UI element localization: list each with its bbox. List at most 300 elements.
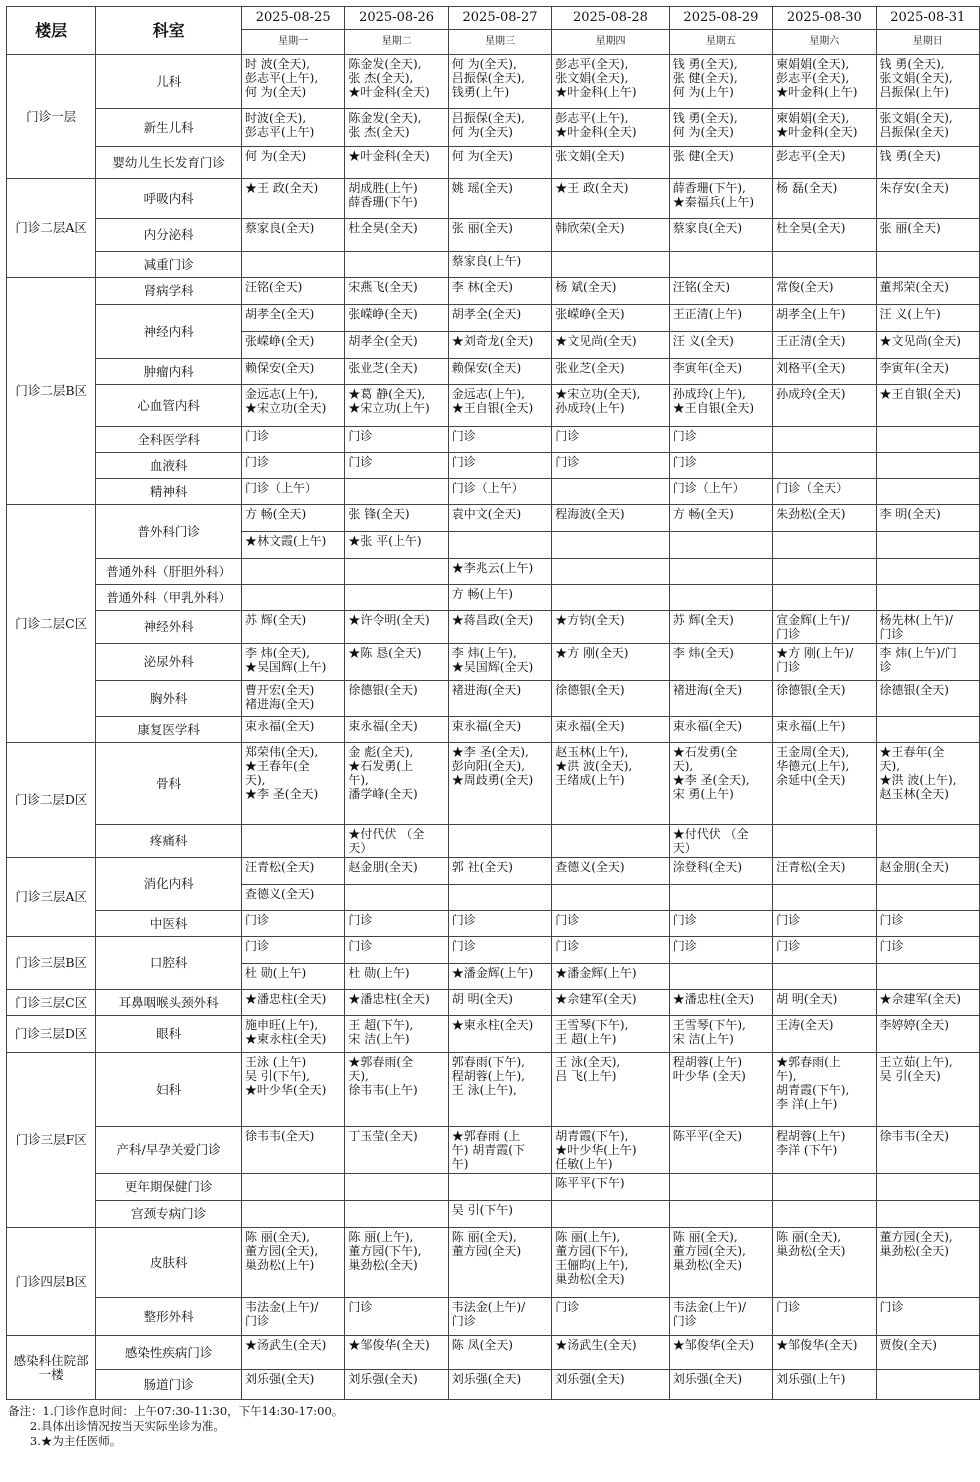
doctor-cell: 张嵘峥(全天) — [345, 305, 448, 332]
doctor-cell: 柬娟娟(全天), 彭志平(全天), ★叶金科(上午) — [773, 55, 876, 109]
doctor-cell — [241, 559, 344, 585]
schedule-row — [7, 1201, 980, 1228]
department-cell: 肾病学科 — [96, 278, 242, 305]
doctor-cell: 徐韦韦(全天) — [241, 1127, 344, 1174]
doctor-cell: 常俊(全天) — [773, 278, 876, 305]
doctor-cell: 韦法金(上午)/ 门诊 — [241, 1298, 344, 1336]
schedule-row — [7, 427, 980, 453]
doctor-cell: 门诊 — [669, 937, 772, 964]
doctor-cell — [669, 1201, 772, 1228]
doctor-cell: 方 畅(上午) — [448, 585, 551, 611]
schedule-row — [7, 1298, 980, 1336]
doctor-cell — [773, 1174, 876, 1201]
department-cell: 血液科 — [96, 453, 242, 479]
schedule-row — [7, 453, 980, 479]
department-cell: 肠道门诊 — [96, 1370, 242, 1400]
doctor-cell: 门诊 — [669, 911, 772, 937]
doctor-cell — [669, 532, 772, 559]
note-line: 3.★为主任医师。 — [8, 1434, 122, 1448]
department-cell: 全科医学科 — [96, 427, 242, 453]
doctor-cell — [552, 252, 669, 278]
schedule-row — [7, 559, 980, 585]
note-line: 备注：1.门诊作息时间：上午07:30-11:30，下午14:30-17:00。 — [8, 1404, 344, 1418]
doctor-cell — [669, 885, 772, 911]
weekday-header: 星期三 — [448, 30, 551, 55]
doctor-cell: ★刘奇龙(全天) — [448, 332, 551, 359]
doctor-cell: ★王 政(全天) — [241, 179, 344, 219]
department-cell: 耳鼻咽喉头颈外科 — [96, 990, 242, 1016]
doctor-cell: 丁玉莹(全天) — [345, 1127, 448, 1174]
doctor-cell: 钱 勇(全天), 何 为(全天) — [669, 109, 772, 147]
floor-cell: 门诊三层A区 — [7, 858, 96, 937]
doctor-cell: 门诊 — [552, 427, 669, 453]
doctor-cell: 张业芝(全天) — [345, 359, 448, 385]
doctor-cell: 王正清(上午) — [669, 305, 772, 332]
doctor-cell: 张 丽(全天) — [448, 219, 551, 252]
schedule-row — [7, 743, 980, 825]
weekday-header: 星期一 — [241, 30, 344, 55]
doctor-cell: 王正清(全天) — [773, 332, 876, 359]
doctor-cell: 宋燕飞(全天) — [345, 278, 448, 305]
schedule-row — [7, 1336, 980, 1370]
doctor-cell: 董方园(全天), 巢劲松(全天) — [876, 1228, 979, 1298]
doctor-cell: 汪 义(上午) — [876, 305, 979, 332]
doctor-cell — [773, 825, 876, 858]
department-cell: 皮肤科 — [96, 1228, 242, 1298]
doctor-cell: 门诊 — [552, 1298, 669, 1336]
schedule-row — [7, 1016, 980, 1053]
schedule-row — [7, 681, 980, 717]
doctor-cell: ★潘金辉(上午) — [448, 964, 551, 990]
doctor-cell — [345, 252, 448, 278]
department-cell: 骨科 — [96, 743, 242, 825]
doctor-cell: 陈 丽(全天), 董方园(全天) — [448, 1228, 551, 1298]
doctor-cell: 李 炜(上午)/门 诊 — [876, 644, 979, 681]
doctor-cell — [876, 252, 979, 278]
doctor-cell — [876, 532, 979, 559]
doctor-cell: 张文娟(全天), 吕振保(全天) — [876, 109, 979, 147]
department-cell: 胸外科 — [96, 681, 242, 717]
doctor-cell: 金远志(上午), ★宋立功(全天) — [241, 385, 344, 427]
doctor-cell: 何 为(全天), 吕振保(全天), 钱勇(上午) — [448, 55, 551, 109]
floor-cell: 门诊四层B区 — [7, 1228, 96, 1336]
doctor-cell: ★邹俊华(全天) — [773, 1336, 876, 1370]
doctor-cell: 束永福(全天) — [448, 717, 551, 743]
doctor-cell — [552, 559, 669, 585]
doctor-cell — [345, 479, 448, 505]
department-cell: 普通外科（甲乳外科） — [96, 585, 242, 611]
doctor-cell: 宣金辉(上午)/ 门诊 — [773, 611, 876, 644]
doctor-cell: 李 炜(上午), ★吴国辉(全天) — [448, 644, 551, 681]
doctor-cell — [552, 825, 669, 858]
doctor-cell: 朱存安(全天) — [876, 179, 979, 219]
doctor-cell: 刘乐强(全天) — [241, 1370, 344, 1400]
department-cell: 普通外科（肝胆外科） — [96, 559, 242, 585]
doctor-cell: ★邹俊华(全天) — [669, 1336, 772, 1370]
doctor-cell — [241, 252, 344, 278]
doctor-cell: ★付代伏 （全 天） — [669, 825, 772, 858]
doctor-cell: 刘乐强(全天) — [552, 1370, 669, 1400]
doctor-cell — [876, 1370, 979, 1400]
doctor-cell: ★文见尚(全天) — [552, 332, 669, 359]
doctor-cell: 施申旺(上午), ★柬永柱(全天) — [241, 1016, 344, 1053]
doctor-cell: 杨先林(上午)/ 门诊 — [876, 611, 979, 644]
schedule-row — [7, 359, 980, 385]
floor-cell: 门诊三层B区 — [7, 937, 96, 990]
doctor-cell: ★潘忠柱(全天) — [345, 990, 448, 1016]
doctor-cell: 钱 勇(全天), 张文娟(全天), 吕振保(上午) — [876, 55, 979, 109]
department-cell: 整形外科 — [96, 1298, 242, 1336]
doctor-cell: 张 丽(全天) — [876, 219, 979, 252]
department-cell: 精神科 — [96, 479, 242, 505]
doctor-cell — [552, 479, 669, 505]
doctor-cell: ★郭春雨(上 午), 胡青霞(下午), 李 洋(上午) — [773, 1053, 876, 1127]
header-row-dates — [7, 7, 980, 30]
doctor-cell: ★许令明(全天) — [345, 611, 448, 644]
doctor-cell — [773, 453, 876, 479]
doctor-cell — [669, 1174, 772, 1201]
doctor-cell: ★李 圣(全天), 彭向阳(全天), ★周歧勇(全天) — [448, 743, 551, 825]
doctor-cell: 程海波(全天) — [552, 505, 669, 532]
doctor-cell — [876, 717, 979, 743]
doctor-cell — [241, 585, 344, 611]
doctor-cell: ★潘忠柱(全天) — [669, 990, 772, 1016]
doctor-cell: 王 超(下午), 宋 洁(上午) — [345, 1016, 448, 1053]
department-cell: 宫颈专病门诊 — [96, 1201, 242, 1228]
doctor-cell: ★柬永柱(全天) — [448, 1016, 551, 1053]
doctor-cell: 陈金发(全天), 张 杰(全天) — [345, 109, 448, 147]
doctor-cell: 李 明(全天) — [876, 505, 979, 532]
doctor-cell: 门诊 — [773, 937, 876, 964]
doctor-cell: 杨 斌(全天) — [552, 278, 669, 305]
doctor-cell: 李 林(全天) — [448, 278, 551, 305]
doctor-cell: 金远志(上午), ★王自银(全天) — [448, 385, 551, 427]
doctor-cell — [773, 252, 876, 278]
doctor-cell — [876, 585, 979, 611]
schedule-row — [7, 505, 980, 532]
doctor-cell: ★文见尚(全天) — [876, 332, 979, 359]
schedule-table — [6, 6, 980, 1400]
doctor-cell: ★宋立功(全天), 孙成玲(上午) — [552, 385, 669, 427]
doctor-cell: ★葛 静(全天), ★宋立功(上午) — [345, 385, 448, 427]
doctor-cell: 门诊 — [241, 453, 344, 479]
doctor-cell: 姚 瑶(全天) — [448, 179, 551, 219]
date-header: 2025-08-28 — [552, 7, 669, 30]
doctor-cell: ★王春年(全 天), ★洪 波(上午), 赵玉林(全天) — [876, 743, 979, 825]
doctor-cell — [876, 427, 979, 453]
doctor-cell: 门诊 — [241, 911, 344, 937]
department-cell: 口腔科 — [96, 937, 242, 990]
doctor-cell: 董邦荣(全天) — [876, 278, 979, 305]
weekday-header: 星期二 — [345, 30, 448, 55]
doctor-cell: 徐德银(全天) — [876, 681, 979, 717]
doctor-cell: 张嵘峥(全天) — [241, 332, 344, 359]
doctor-cell: 吴 引(下午) — [448, 1201, 551, 1228]
schedule-row — [7, 147, 980, 179]
doctor-cell: 门诊 — [345, 427, 448, 453]
doctor-cell: 钱 勇(全天) — [876, 147, 979, 179]
doctor-cell: 王 泳(全天), 吕 飞(上午) — [552, 1053, 669, 1127]
doctor-cell: 查德义(全天) — [241, 885, 344, 911]
doctor-cell: 束永福(全天) — [241, 717, 344, 743]
note-line: 2.具体出诊情况按当天实际坐诊为准。 — [8, 1419, 225, 1433]
doctor-cell: 王涛(全天) — [773, 1016, 876, 1053]
doctor-cell: 郭 社(全天) — [448, 858, 551, 885]
schedule-row — [7, 1053, 980, 1127]
doctor-cell: 赖保安(全天) — [448, 359, 551, 385]
doctor-cell: 蔡家良(全天) — [669, 219, 772, 252]
doctor-cell: 曹开宏(全天) 褚进海(全天) — [241, 681, 344, 717]
department-cell: 心血管内科 — [96, 385, 242, 427]
schedule-body — [7, 55, 980, 1400]
department-cell: 神经内科 — [96, 305, 242, 359]
doctor-cell: 徐韦韦(全天) — [876, 1127, 979, 1174]
department-cell: 消化内科 — [96, 858, 242, 911]
doctor-cell: 程胡蓉(上午) 李洋 (下午) — [773, 1127, 876, 1174]
doctor-cell: ★叶金科(全天) — [345, 147, 448, 179]
doctor-cell — [448, 825, 551, 858]
doctor-cell — [773, 1201, 876, 1228]
doctor-cell: 门诊 — [669, 427, 772, 453]
schedule-row — [7, 585, 980, 611]
doctor-cell: 陈平平(下午) — [552, 1174, 669, 1201]
doctor-cell: ★潘金辉(上午) — [552, 964, 669, 990]
doctor-cell: 涂登科(全天) — [669, 858, 772, 885]
department-cell: 产科/早孕关爱门诊 — [96, 1127, 242, 1174]
doctor-cell — [241, 825, 344, 858]
doctor-cell: ★潘忠柱(全天) — [241, 990, 344, 1016]
doctor-cell: 刘格平(全天) — [773, 359, 876, 385]
doctor-cell: 门诊（全天） — [773, 479, 876, 505]
doctor-cell: 胡孝全(上午) — [773, 305, 876, 332]
doctor-cell: 徐德银(全天) — [552, 681, 669, 717]
doctor-cell — [773, 585, 876, 611]
schedule-row — [7, 611, 980, 644]
doctor-cell: 胡 明(全天) — [448, 990, 551, 1016]
doctor-cell: 贾俊(全天) — [876, 1336, 979, 1370]
doctor-cell: 刘乐强(全天) — [669, 1370, 772, 1400]
doctor-cell: 门诊（上午） — [448, 479, 551, 505]
doctor-cell — [669, 585, 772, 611]
doctor-cell: ★石发勇(全 天), ★李 圣(全天), 宋 勇(上午) — [669, 743, 772, 825]
department-cell: 肿瘤内科 — [96, 359, 242, 385]
doctor-cell: ★王 政(全天) — [552, 179, 669, 219]
doctor-cell — [552, 532, 669, 559]
doctor-cell: 王金周(全天), 华德元(上午), 余延中(全天) — [773, 743, 876, 825]
doctor-cell: ★蒋昌政(全天) — [448, 611, 551, 644]
doctor-cell: ★郭春雨(全 天), 徐韦韦(上午) — [345, 1053, 448, 1127]
doctor-cell — [241, 1201, 344, 1228]
schedule-row — [7, 278, 980, 305]
floor-header: 楼层 — [7, 7, 96, 55]
weekday-header: 星期日 — [876, 30, 979, 55]
doctor-cell: 门诊 — [552, 453, 669, 479]
doctor-cell: ★方钧(全天) — [552, 611, 669, 644]
doctor-cell: 陈 丽(全天), 董方园(全天), 巢劲松(上午) — [241, 1228, 344, 1298]
doctor-cell: ★汤武生(全天) — [552, 1336, 669, 1370]
doctor-cell: 门诊 — [669, 453, 772, 479]
doctor-cell — [345, 1201, 448, 1228]
doctor-cell: 何 为(全天) — [448, 147, 551, 179]
doctor-cell: 李 炜(全天), ★吴国辉(上午) — [241, 644, 344, 681]
doctor-cell: 褚进海(全天) — [669, 681, 772, 717]
doctor-cell: 李寅年(全天) — [669, 359, 772, 385]
doctor-cell: 束永福(上午) — [773, 717, 876, 743]
doctor-cell: ★张 平(上午) — [345, 532, 448, 559]
doctor-cell: 陈 丽(全天), 董方园(全天), 巢劲松(全天) — [669, 1228, 772, 1298]
schedule-row — [7, 1127, 980, 1174]
doctor-cell: 陈平平(全天) — [669, 1127, 772, 1174]
doctor-cell: 孙成玲(全天) — [773, 385, 876, 427]
schedule-row — [7, 990, 980, 1016]
date-header: 2025-08-31 — [876, 7, 979, 30]
department-cell: 新生儿科 — [96, 109, 242, 147]
doctor-cell: ★林文霞(上午) — [241, 532, 344, 559]
doctor-cell — [876, 825, 979, 858]
doctor-cell: ★陈 恳(全天) — [345, 644, 448, 681]
doctor-cell — [876, 1174, 979, 1201]
doctor-cell: 韦法金(上午)/ 门诊 — [448, 1298, 551, 1336]
schedule-row — [7, 252, 980, 278]
doctor-cell: 王雪琴(下午), 王 超(上午) — [552, 1016, 669, 1053]
doctor-cell — [345, 1174, 448, 1201]
doctor-cell: 王泳 (上午) 吴 引(下午), ★叶少华(全天) — [241, 1053, 344, 1127]
department-cell: 婴幼儿生长发育门诊 — [96, 147, 242, 179]
doctor-cell: 门诊 — [876, 911, 979, 937]
department-cell: 中医科 — [96, 911, 242, 937]
doctor-cell: ★郭春雨 (上 午) 胡青霞(下 午) — [448, 1127, 551, 1174]
schedule-row — [7, 55, 980, 109]
doctor-cell: 门诊（上午） — [241, 479, 344, 505]
doctor-cell: 门诊（上午） — [669, 479, 772, 505]
doctor-cell: 陈 丽(全天), 巢劲松(全天) — [773, 1228, 876, 1298]
doctor-cell: 杜全昊(全天) — [345, 219, 448, 252]
doctor-cell: 朱劲松(全天) — [773, 505, 876, 532]
doctor-cell — [773, 427, 876, 453]
doctor-cell: 张 锋(全天) — [345, 505, 448, 532]
department-cell: 眼科 — [96, 1016, 242, 1053]
doctor-cell: 束永福(全天) — [345, 717, 448, 743]
doctor-cell: 徐德银(全天) — [345, 681, 448, 717]
floor-cell: 门诊二层B区 — [7, 278, 96, 505]
weekday-header: 星期四 — [552, 30, 669, 55]
doctor-cell: 郑荣伟(全天), ★王春年(全 天), ★李 圣(全天) — [241, 743, 344, 825]
doctor-cell: 赵玉林(上午), ★洪 波(全天), 王绪成(上午) — [552, 743, 669, 825]
doctor-cell: 彭志平(全天) — [773, 147, 876, 179]
schedule-row — [7, 1370, 980, 1400]
doctor-cell: 彭志平(全天), 张文娟(全天), ★叶金科(上午) — [552, 55, 669, 109]
weekday-header: 星期五 — [669, 30, 772, 55]
schedule-row — [7, 179, 980, 219]
doctor-cell: 门诊 — [448, 911, 551, 937]
doctor-cell: 汪青松(全天) — [241, 858, 344, 885]
doctor-cell: 何 为(全天) — [241, 147, 344, 179]
doctor-cell: 胡青霞(下午), ★叶少华(上午) 任敏(上午) — [552, 1127, 669, 1174]
doctor-cell: 钱 勇(全天), 张 健(全天), 何 为(上午) — [669, 55, 772, 109]
doctor-cell: ★佘建军(全天) — [876, 990, 979, 1016]
schedule-row — [7, 1174, 980, 1201]
doctor-cell: 门诊 — [345, 937, 448, 964]
doctor-cell — [345, 885, 448, 911]
doctor-cell: 彭志平(上午), ★叶金科(全天) — [552, 109, 669, 147]
doctor-cell — [241, 1174, 344, 1201]
doctor-cell: 门诊 — [773, 911, 876, 937]
department-cell: 儿科 — [96, 55, 242, 109]
doctor-cell: 杜 勋(上午) — [345, 964, 448, 990]
doctor-cell: 门诊 — [241, 937, 344, 964]
department-cell: 疼痛科 — [96, 825, 242, 858]
doctor-cell: 王立茹(上午), 吴 引(全天) — [876, 1053, 979, 1127]
doctor-cell: ★汤武生(全天) — [241, 1336, 344, 1370]
department-cell: 感染性疾病门诊 — [96, 1336, 242, 1370]
doctor-cell — [876, 964, 979, 990]
doctor-cell: 门诊 — [448, 937, 551, 964]
date-header: 2025-08-25 — [241, 7, 344, 30]
doctor-cell: 张 健(全天) — [669, 147, 772, 179]
doctor-cell: 杨 磊(全天) — [773, 179, 876, 219]
floor-cell: 门诊二层D区 — [7, 743, 96, 858]
doctor-cell: 汪铭(全天) — [241, 278, 344, 305]
doctor-cell: 张文娟(全天) — [552, 147, 669, 179]
doctor-cell: ★邹俊华(全天) — [345, 1336, 448, 1370]
doctor-cell: 方 畅(全天) — [669, 505, 772, 532]
doctor-cell: 门诊 — [773, 1298, 876, 1336]
doctor-cell — [773, 559, 876, 585]
doctor-cell: ★李兆云(上午) — [448, 559, 551, 585]
doctor-cell: 金 彪(全天), ★石发勇(上 午), 潘学峰(全天) — [345, 743, 448, 825]
doctor-cell: 杜 勋(上午) — [241, 964, 344, 990]
doctor-cell — [876, 1201, 979, 1228]
floor-cell: 门诊一层 — [7, 55, 96, 179]
department-cell: 呼吸内科 — [96, 179, 242, 219]
doctor-cell: 蔡家良(上午) — [448, 252, 551, 278]
doctor-cell: 陈 丽(上午), 董方园(下午), 巢劲松(全天) — [345, 1228, 448, 1298]
floor-cell: 门诊二层A区 — [7, 179, 96, 278]
doctor-cell: 门诊 — [448, 453, 551, 479]
department-cell: 更年期保健门诊 — [96, 1174, 242, 1201]
doctor-cell: 陈 凤(全天) — [448, 1336, 551, 1370]
doctor-cell: 郭春雨(下午), 程胡蓉(上午), 王 泳(上午), — [448, 1053, 551, 1127]
doctor-cell: 胡孝全(全天) — [345, 332, 448, 359]
schedule-row — [7, 109, 980, 147]
doctor-cell: 门诊 — [345, 1298, 448, 1336]
doctor-cell: 刘乐强(全天) — [345, 1370, 448, 1400]
doctor-cell: 程胡蓉(上午) 叶少华 (全天) — [669, 1053, 772, 1127]
doctor-cell — [448, 1174, 551, 1201]
doctor-cell: 柬娟娟(全天), ★叶金科(全天) — [773, 109, 876, 147]
department-cell: 普外科门诊 — [96, 505, 242, 559]
doctor-cell: 徐德银(全天) — [773, 681, 876, 717]
doctor-cell: 胡成胜(上午) 薛香珊(下午) — [345, 179, 448, 219]
floor-cell: 感染科住院部一楼 — [7, 1336, 96, 1400]
schedule-row — [7, 858, 980, 885]
department-cell: 泌尿外科 — [96, 644, 242, 681]
doctor-cell: 李寅年(全天) — [876, 359, 979, 385]
doctor-cell: 赵金朋(全天) — [876, 858, 979, 885]
schedule-row — [7, 911, 980, 937]
department-cell: 康复医学科 — [96, 717, 242, 743]
date-header: 2025-08-30 — [773, 7, 876, 30]
department-cell: 内分泌科 — [96, 219, 242, 252]
schedule-row — [7, 937, 980, 964]
doctor-cell: 张嵘峥(全天) — [552, 305, 669, 332]
doctor-cell: 门诊 — [552, 937, 669, 964]
doctor-cell: 袁中文(全天) — [448, 505, 551, 532]
dept-header: 科室 — [96, 7, 242, 55]
doctor-cell: 刘乐强(上午) — [773, 1370, 876, 1400]
doctor-cell: 韩欣荣(全天) — [552, 219, 669, 252]
doctor-cell: 汪 义(全天) — [669, 332, 772, 359]
